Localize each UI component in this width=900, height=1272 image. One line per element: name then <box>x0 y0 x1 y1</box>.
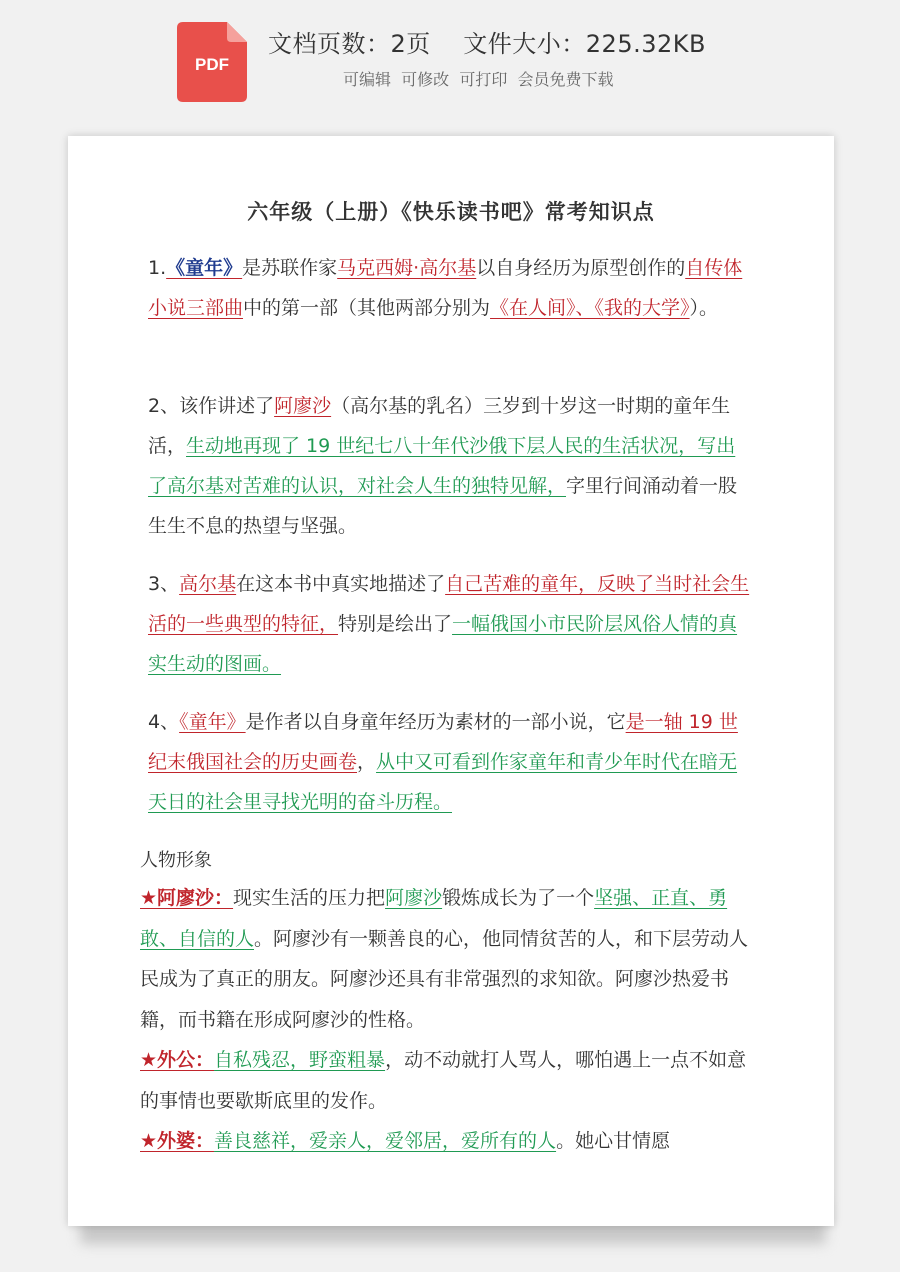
p2-text-2: （高尔基的乳名）三岁到十岁这一时期的童年生活， <box>148 395 731 457</box>
character-label-alyosha: ★阿廖沙： <box>140 887 234 909</box>
p4-green-highlight: 从中又可看到作家童年和青少年时代在暗无天日的社会里寻找光明的奋斗历程。 <box>148 751 738 813</box>
character-grandmother <box>140 1121 760 1162</box>
p3-text-2: 在这本书中真实地描述了 <box>236 573 446 595</box>
file-stats-title: 文档页数：2页 文件大小：225.32KB <box>268 30 706 58</box>
p4-text-1: 4、 <box>148 711 180 733</box>
p4-text-3: ， <box>357 751 377 773</box>
p4-book-title: 《童年》 <box>179 711 246 733</box>
grandfather-text: ，动不动就打人骂人，哪怕遇上一点不如意的事情也要歇斯底里的发作。 <box>140 1049 747 1112</box>
paragraph-1 <box>148 248 754 328</box>
pdf-icon-label: PDF <box>195 55 229 74</box>
grandfather-traits: 自私残忍，野蛮粗暴 <box>214 1049 386 1071</box>
p1-text-2: 以自身经历为原型创作的 <box>476 257 686 279</box>
alyosha-text-3: 。阿廖沙有一颗善良的心，他同情贫苦的人，和下层劳动人民成为了真正的朋友。阿廖沙还具有非常强烈的求知欲。阿廖沙热爱书籍，而书籍在形成阿廖沙的性格。 <box>140 927 749 1031</box>
p3-text-3: 特别是绘出了 <box>338 613 453 635</box>
p2-name: 阿廖沙 <box>274 395 332 417</box>
document-page <box>68 136 834 1226</box>
p1-other-books: 《在人间》、《我的大学》 <box>490 297 690 319</box>
p2-highlight: 生动地再现了 19 世纪七八十年代沙俄下层人民的生活状况，写出了高尔基对苦难的认识，对社会人生的独特见解， <box>148 435 736 497</box>
character-alyosha <box>140 878 760 1040</box>
character-label-grandmother: ★外婆： <box>140 1130 215 1152</box>
p3-red-highlight: 自己苦难的童年，反映了当时社会生活的一些典型的特征， <box>148 573 750 635</box>
p3-name: 高尔基 <box>179 573 237 595</box>
characters-heading: 人物形象 <box>140 850 212 871</box>
characters-section <box>140 844 760 1162</box>
p1-author: 马克西姆·高尔基 <box>337 257 477 279</box>
p1-genre: 自传体小说三部曲 <box>148 257 743 319</box>
p2-text-1: 2、该作讲述了 <box>148 395 275 417</box>
paragraph-4 <box>148 702 754 822</box>
pdf-file-icon <box>177 22 247 102</box>
alyosha-name: 阿廖沙 <box>385 887 443 909</box>
p4-text-2: 是作者以自身童年经历为素材的一部小说，它 <box>245 711 626 733</box>
alyosha-text-2: 锻炼成长为了一个 <box>442 887 595 909</box>
alyosha-traits: 坚强、正直、勇敢、自信的人 <box>140 887 728 950</box>
p1-text-3: 中的第一部（其他两部分别为 <box>243 297 491 319</box>
p3-text-1: 3、 <box>148 573 180 595</box>
paragraph-2 <box>148 386 754 546</box>
file-info-header <box>0 0 900 130</box>
p4-red-highlight: 是一轴 19 世纪末俄国社会的历史画卷 <box>148 711 738 773</box>
document-title: 六年级（上册）《快乐读书吧》常考知识点 <box>247 200 655 224</box>
paragraph-3 <box>148 564 754 684</box>
p2-text-3: 字里行间涌动着一股生生不息的热望与坚强。 <box>148 475 738 537</box>
file-features-subtitle: 可编辑 可修改 可打印 会员免费下载 <box>343 70 614 89</box>
p3-green-highlight: 一幅俄国小市民阶层风俗人情的真实生动的图画。 <box>148 613 738 675</box>
p1-text-1: 是苏联作家 <box>242 257 338 279</box>
character-grandfather <box>140 1040 760 1121</box>
grandmother-text: 。她心甘情愿 <box>556 1130 671 1152</box>
grandmother-traits: 善良慈祥，爱亲人，爱邻居，爱所有的人 <box>214 1130 557 1152</box>
p1-book-title: 《童年》 <box>166 257 243 279</box>
p1-text-4: ）。 <box>689 297 719 319</box>
alyosha-text-1: 现实生活的压力把 <box>233 887 386 909</box>
p1-prefix: 1. <box>148 257 167 279</box>
character-label-grandfather: ★外公： <box>140 1049 215 1071</box>
